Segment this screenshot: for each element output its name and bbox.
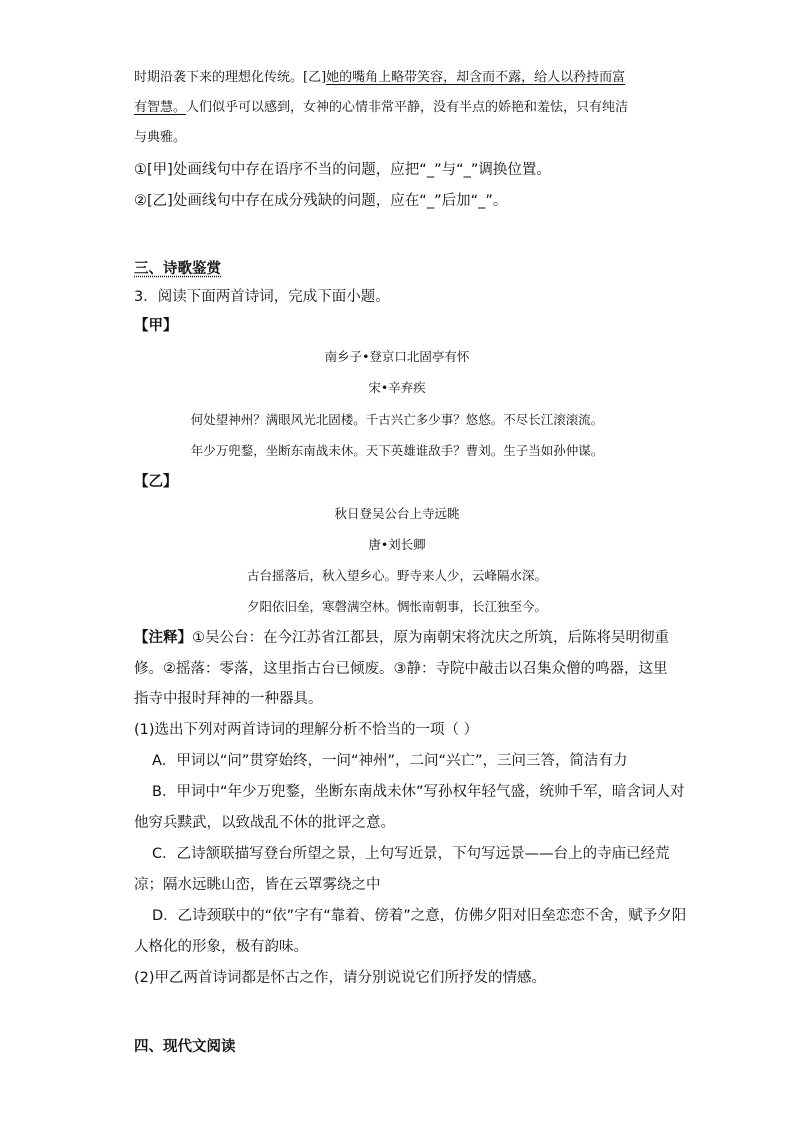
option-d-line-1: D．乙诗颈联中的“依”字有“靠着、傍着”之意，仿佛夕阳对旧垒恋恋不舍，赋予夕阳	[152, 908, 687, 924]
passage-line-2	[134, 98, 628, 118]
question-item-2: ②[乙]处画线句中存在成分残缺的问题，应在“_”后加“_”。	[134, 193, 508, 209]
question-3-intro: 3．阅读下面两首诗词，完成下面小题。	[134, 289, 390, 305]
poem-b-line-2: 夕阳依旧垒，寒磬满空林。惆怅南朝事，长江独至今。	[246, 599, 547, 614]
section-heading-poetry: 三、诗歌鉴赏	[134, 261, 221, 277]
sub-question-1-stem: (1)选出下列对两首诗词的理解分析不恰当的一项（ ）	[134, 722, 479, 738]
section-heading-modern-reading: 四、现代文阅读	[134, 1039, 236, 1055]
poem-b-author: 唐•刘长卿	[368, 537, 426, 552]
sub-question-2-stem: (2)甲乙两首诗词都是怀古之作，请分别说说它们所抒发的情感。	[134, 970, 547, 986]
notes-line-2: 修。②摇落：零落，这里指古台已倾废。③静：寺院中敲击以召集众僧的鸣器，这里	[134, 661, 668, 677]
option-a: A．甲词以“问”贯穿始终，一问“神州”，二问“兴亡”，三问三答，简洁有力	[152, 753, 628, 769]
poem-a-line-1: 何处望神州？满眼风光北固楼。千古兴亡多少事？悠悠。不尽长江滚滚流。	[190, 412, 604, 427]
poem-a-line-2: 年少万兜鍪，坐断东南战未休。天下英雄谁敌手？曹刘。生子当如孙仲谋。	[190, 443, 604, 458]
poem-b-line-1: 古台摇落后，秋入望乡心。野寺来人少，云峰隔水深。	[246, 568, 547, 583]
poem-a-author: 宋•辛弃疾	[368, 380, 426, 395]
passage-line-1	[134, 68, 625, 88]
option-d-line-2: 人格化的形象，极有韵味。	[134, 939, 308, 955]
question-item-1: ①[甲]处画线句中存在语序不当的问题，应把“_”与“_”调换位置。	[134, 162, 551, 178]
option-c-line-2: 凉；隔水远眺山峦，皆在云罩雾绕之中	[134, 877, 381, 893]
passage-line-2-text: 人们似乎可以感到，女神的心情非常平静，没有半点的娇艳和羞怯，只有纯洁	[186, 100, 629, 115]
notes-line-3: 指寺中报时拜神的一种器具。	[134, 691, 323, 707]
poem-a-label: 【甲】	[134, 318, 178, 334]
passage-line-3: 与典雅。	[134, 130, 187, 145]
underlined-sentence-yi: 她的嘴角上略带笑容，却含而不露，给人以矜持而富	[326, 70, 626, 85]
poem-b-label: 【乙】	[134, 474, 178, 490]
notes-line-1	[134, 628, 669, 648]
notes-text-1: ①吴公台：在今江苏省江都县，原为南朝宋将沈庆之所筑，后陈将吴明彻重	[192, 630, 669, 646]
poem-a-title: 南乡子•登京口北固亭有怀	[324, 349, 470, 364]
notes-label: 【注释】	[134, 630, 192, 646]
option-c-line-1: C．乙诗颔联描写登台所望之景，上句写近景，下句写远景——台上的寺庙已经荒	[152, 846, 670, 862]
underlined-sentence-yi-end: 有智慧。	[134, 100, 187, 115]
option-b-line-2: 他穷兵黩武，以致战乱不休的批评之意。	[134, 815, 395, 831]
passage-line-1-text: 时期沿袭下来的理想化传统。[乙]	[134, 70, 327, 85]
option-b-line-1: B．甲词中“年少万兜鍪，坐断东南战未休”写孙权年轻气盛，统帅千军，暗含词人对	[152, 784, 685, 800]
poem-b-title: 秋日登吴公台上寺远眺	[334, 506, 460, 521]
